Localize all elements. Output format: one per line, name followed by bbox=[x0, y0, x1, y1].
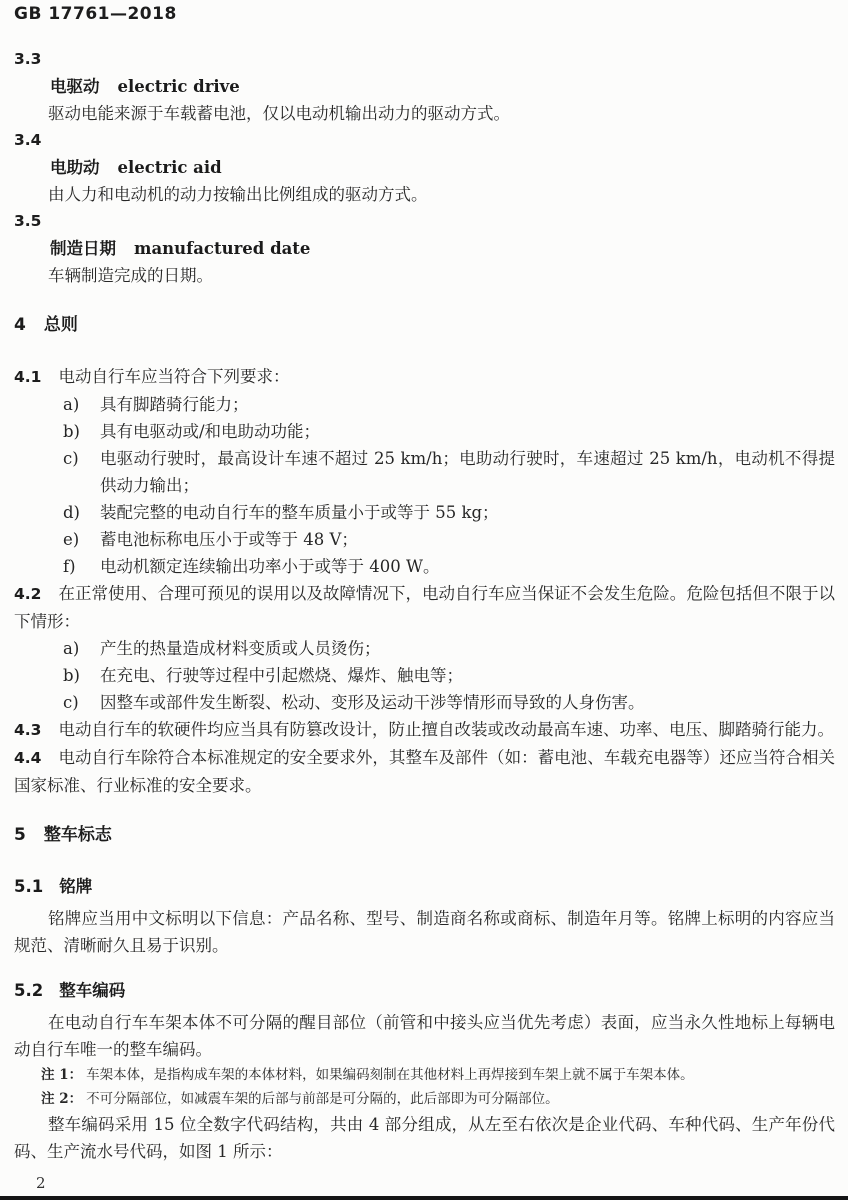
subsection-5-2-heading bbox=[14, 977, 835, 1005]
clause-number: 3.4 bbox=[14, 131, 42, 149]
clause-number: 4.4 bbox=[14, 749, 42, 767]
section-number: 4 bbox=[14, 315, 26, 335]
clause-text: 电动自行车应当符合下列要求： bbox=[58, 367, 290, 386]
clause-text: 在正常使用、合理可预见的误用以及故障情况下，电动自行车应当保证不会发生危险。危险包括但不限于以下情形： bbox=[14, 584, 835, 631]
list-item-4-2-b bbox=[14, 662, 835, 689]
list-label: d) bbox=[63, 503, 80, 522]
clause-number: 4.3 bbox=[14, 721, 42, 739]
note-text: 不可分隔部位，如减震车架的后部与前部是可分隔的，此后部即为可分隔部位。 bbox=[86, 1091, 559, 1107]
note-2 bbox=[14, 1087, 835, 1111]
list-item-4-1-b bbox=[14, 418, 835, 445]
clause-number: 3.5 bbox=[14, 212, 42, 230]
clause-number: 3.3 bbox=[14, 50, 42, 68]
list-item-4-1-e bbox=[14, 526, 835, 553]
clause-text: 电动自行车的软硬件均应当具有防篡改设计，防止擅自改装或改动最高车速、功率、电压、脚踏骑行能力。 bbox=[58, 720, 834, 739]
term-title bbox=[14, 235, 835, 262]
list-label: f) bbox=[63, 557, 76, 576]
term-title bbox=[14, 73, 835, 100]
list-text: 电驱动行驶时，最高设计车速不超过 25 km/h；电助动行驶时，车速超过 25 km/h，电动机不得提供动力输出； bbox=[100, 449, 835, 495]
list-label: c) bbox=[63, 693, 79, 712]
subsection-number: 5.1 bbox=[14, 877, 44, 896]
scan-edge-line bbox=[0, 1196, 848, 1200]
clause-4-3 bbox=[14, 716, 835, 744]
note-text: 车架本体，是指构成车架的本体材料，如果编码刻制在其他材料上再焊接到车架上就不属于车架本体。 bbox=[86, 1067, 694, 1083]
clause-text: 电动自行车除符合本标准规定的安全要求外，其整车及部件（如：蓄电池、车载充电器等）还应当符合相关国家标准、行业标准的安全要求。 bbox=[14, 748, 835, 795]
subsection-title: 铭牌 bbox=[59, 877, 93, 896]
list-text: 具有脚踏骑行能力； bbox=[100, 395, 249, 414]
note-label: 注 2： bbox=[41, 1091, 83, 1107]
list-item-4-1-c bbox=[14, 445, 835, 499]
subsection-title: 整车编码 bbox=[59, 981, 126, 1000]
list-text: 装配完整的电动自行车的整车质量小于或等于 55 kg； bbox=[100, 503, 499, 522]
paragraph-5-2: 在电动自行车车架本体不可分隔的醒目部位（前管和中接头应当优先考虑）表面，应当永久性地标上每辆电动自行车唯一的整车编码。 bbox=[14, 1013, 835, 1059]
paragraph-5-1: 铭牌应当用中文标明以下信息：产品名称、型号、制造商名称或商标、制造年月等。铭牌上标明的内容应当规范、清晰耐久且易于识别。 bbox=[14, 909, 835, 955]
list-item-4-1-d bbox=[14, 499, 835, 526]
term-en: electric aid bbox=[117, 158, 222, 177]
list-label: e) bbox=[63, 530, 80, 549]
subsection-5-1-heading bbox=[14, 873, 835, 901]
section-4-heading bbox=[14, 311, 835, 339]
list-label: c) bbox=[63, 449, 79, 468]
list-item-4-1-a bbox=[14, 391, 835, 418]
clause-4-2 bbox=[14, 580, 835, 635]
clause-number: 4.1 bbox=[14, 368, 42, 386]
list-label: b) bbox=[63, 422, 80, 441]
term-en: manufactured date bbox=[134, 239, 311, 258]
term-zh: 制造日期 bbox=[50, 239, 116, 258]
list-text: 蓄电池标称电压小于或等于 48 V； bbox=[100, 530, 358, 549]
section-5-heading bbox=[14, 821, 835, 849]
section-number: 5 bbox=[14, 825, 26, 845]
list-label: a) bbox=[63, 639, 80, 658]
list-text: 在充电、行驶等过程中引起燃烧、爆炸、触电等； bbox=[100, 666, 463, 685]
list-item-4-2-c bbox=[14, 689, 835, 716]
term-title bbox=[14, 154, 835, 181]
term-zh: 电驱动 bbox=[50, 77, 100, 96]
note-label: 注 1： bbox=[41, 1067, 83, 1083]
term-definition-3-5 bbox=[14, 208, 835, 289]
term-definition-3-3 bbox=[14, 46, 835, 127]
list-item-4-2-a bbox=[14, 635, 835, 662]
doc-code-header: GB 17761—2018 bbox=[14, 4, 177, 24]
term-definition-text: 由人力和电动机的动力按输出比例组成的驱动方式。 bbox=[48, 185, 428, 204]
term-definition-3-4 bbox=[14, 127, 835, 208]
term-zh: 电助动 bbox=[50, 158, 100, 177]
list-text: 因整车或部件发生断裂、松动、变形及运动干涉等情形而导致的人身伤害。 bbox=[100, 693, 645, 712]
clause-4-4 bbox=[14, 744, 835, 799]
list-label: a) bbox=[63, 395, 80, 414]
term-definition-text: 驱动电能来源于车载蓄电池，仅以电动机输出动力的驱动方式。 bbox=[48, 104, 510, 123]
clause-4-1 bbox=[14, 363, 835, 391]
section-title: 总则 bbox=[43, 315, 78, 335]
list-text: 电动机额定连续输出功率小于或等于 400 W。 bbox=[100, 557, 440, 576]
section-title: 整车标志 bbox=[43, 825, 112, 845]
paragraph-5-2-coding: 整车编码采用 15 位全数字代码结构，共由 4 部分组成，从左至右依次是企业代码、车种代码、生产年份代码、生产流水号代码，如图 1 所示： bbox=[14, 1115, 835, 1161]
clause-number: 4.2 bbox=[14, 585, 42, 603]
term-definition-text: 车辆制造完成的日期。 bbox=[48, 266, 213, 285]
page-number: 2 bbox=[36, 1174, 46, 1192]
note-1 bbox=[14, 1063, 835, 1087]
list-text: 产生的热量造成材料变质或人员烫伤； bbox=[100, 639, 381, 658]
term-en: electric drive bbox=[117, 77, 240, 96]
list-item-4-1-f bbox=[14, 553, 835, 580]
list-label: b) bbox=[63, 666, 80, 685]
list-text: 具有电驱动或/和电助动功能； bbox=[100, 422, 321, 441]
subsection-number: 5.2 bbox=[14, 981, 44, 1000]
